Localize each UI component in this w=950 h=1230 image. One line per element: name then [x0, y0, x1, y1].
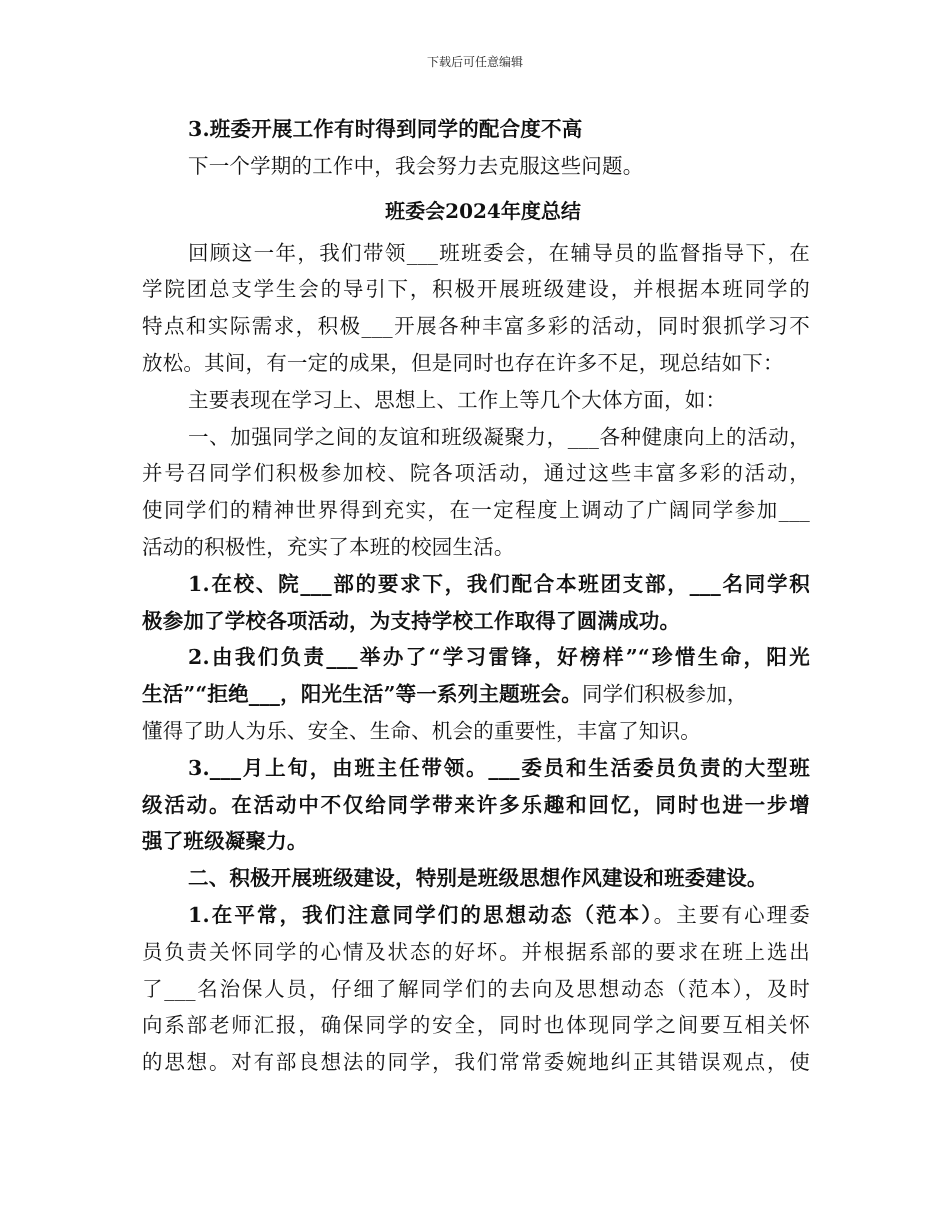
- paragraph-line: 特点和实际需求，积极___开展各种丰富多彩的活动，同时狠抓学习不: [142, 314, 810, 339]
- bold-list-item-line: 3.___月上旬，由班主任带领。___委员和生活委员负责的大型班: [188, 755, 810, 780]
- bold-list-item-line: 1.在校、院___部的要求下，我们配合本班团支部，___名同学积: [188, 571, 810, 596]
- mixed-list-item-line: [142, 676, 810, 713]
- paragraph-line: 放松。其间，有一定的成果，但是同时也存在许多不足，现总结如下：: [142, 350, 784, 375]
- paragraph-line: 向系部老师汇报，确保同学的安全，同时也体现同学之间要互相关怀: [142, 1013, 810, 1038]
- section-one-line: 并号召同学们积极参加校、院各项活动，通过这些丰富多彩的活动，: [142, 461, 810, 486]
- paragraph-line: 的思想。对有部良想法的同学，我们常常委婉地纠正其错误观点，使: [142, 1050, 810, 1075]
- bold-fragment: 生活”“拒绝___，阳光生活”等一系列主题班会。: [142, 682, 582, 707]
- section-one-line: 使同学们的精神世界得到充实，在一定程度上调动了广阔同学参加___: [142, 498, 810, 523]
- paragraph-line: 了___名治保人员，仔细了解同学们的去向及思想动态（范本），及时: [142, 976, 810, 1001]
- problem-item-3: 3.班委开展工作有时得到同学的配合度不高: [188, 117, 583, 141]
- section-one-line: 活动的积极性，充实了本班的校园生活。: [142, 534, 515, 559]
- paragraph-line: 懂得了助人为乐、安全、生命、机会的重要性，丰富了知识。: [142, 718, 701, 743]
- paragraph-line: 回顾这一年，我们带领___班班委会，在辅导员的监督指导下，在: [188, 240, 810, 265]
- mixed-paragraph-line: [142, 897, 810, 934]
- closing-sentence: 下一个学期的工作中，我会努力去克服这些问题。: [188, 153, 644, 178]
- section-two-heading: 二、积极开展班级建设，特别是班级思想作风建设和班委建设。: [188, 866, 768, 891]
- bold-list-item-line: 极参加了学校各项活动，为支持学校工作取得了圆满成功。: [142, 608, 681, 633]
- bold-fragment: 1.在平常，我们注意同学们的思想动态（范本）: [188, 902, 654, 927]
- paragraph-line: 主要表现在学习上、思想上、工作上等几个大体方面，如：: [188, 387, 727, 412]
- document-body: [142, 111, 810, 1081]
- document-title: 班委会2024年度总结: [385, 198, 581, 223]
- bold-list-item-line: 强了班级凝聚力。: [142, 829, 308, 854]
- bold-list-item-line: 级活动。在活动中不仅给同学带来许多乐趣和回忆，同时也进一步增: [142, 792, 810, 817]
- section-one-line: 一、加强同学之间的友谊和班级凝聚力，___各种健康向上的活动，: [188, 424, 810, 449]
- bold-list-item-line: 2.由我们负责___举办了“学习雷锋，好榜样”“珍惜生命，阳光: [188, 645, 810, 670]
- normal-fragment: 。主要有心理委: [653, 902, 810, 927]
- normal-fragment: 同学们积极参加，: [581, 682, 748, 707]
- paragraph-line: 学院团总支学生会的导引下，积极开展班级建设，并根据本班同学的: [142, 277, 810, 302]
- header-note: 下载后可任意编辑: [426, 55, 523, 69]
- paragraph-line: 员负责关怀同学的心情及状态的好坏。并根据系部的要求在班上选出: [142, 939, 810, 964]
